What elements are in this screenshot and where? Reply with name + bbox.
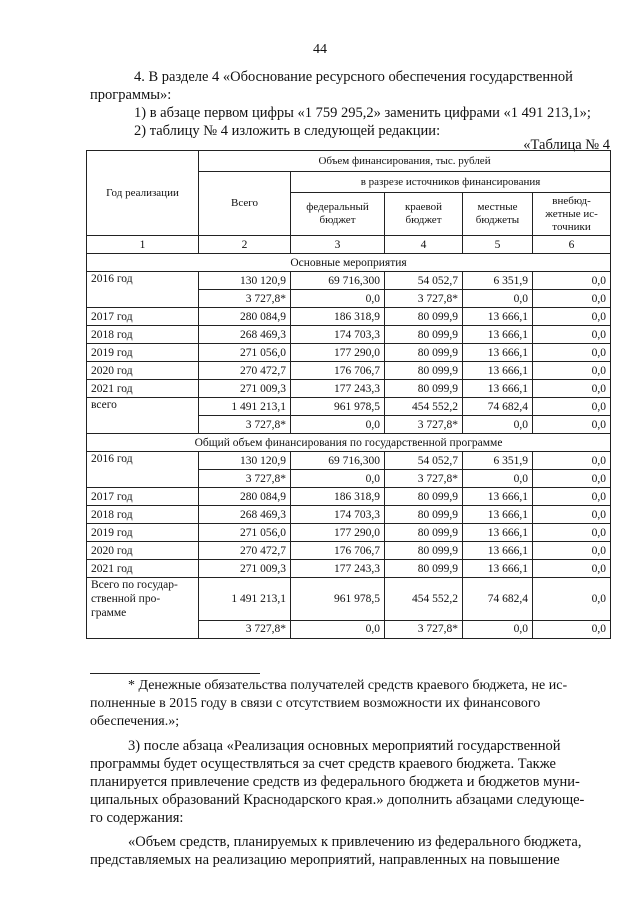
total-cell: 271 056,0: [199, 524, 291, 542]
intro-line-3: 1) в абзаце первом цифры «1 759 295,2» заменить цифрами «1 491 213,1»;: [134, 105, 591, 121]
para4-line-1: «Объем средств, планируемых к привлечению из федерального бюджета,: [128, 834, 582, 850]
total-cell: 130 120,9: [199, 452, 291, 470]
intro-line-4: 2) таблицу № 4 изложить в следующей редакции:: [134, 123, 441, 139]
year-cell: 2020 год: [87, 362, 199, 380]
footnote-divider: [90, 673, 260, 674]
year-cell: всего: [87, 398, 199, 416]
table-row: [87, 290, 611, 308]
table-row: [87, 272, 611, 290]
para3-line-1: 3) после абзаца «Реализация основных мероприятий государственной: [128, 738, 561, 754]
col-num-1: 1: [87, 236, 199, 254]
federal-cell: 69 716,300: [291, 452, 385, 470]
total-cell: 271 009,3: [199, 380, 291, 398]
federal-cell: 186 318,9: [291, 308, 385, 326]
header-federal: федеральный бюджет: [291, 193, 385, 236]
header-local: местные бюджеты: [463, 193, 533, 236]
para4-line-2: представляемых на реализацию мероприятий, направленных на повышение: [90, 852, 560, 868]
header-total: Всего: [199, 172, 291, 236]
table-row: [87, 398, 611, 416]
page-number: 44: [313, 42, 327, 57]
table-row: [87, 416, 611, 434]
extra-cell: 0,0: [533, 452, 611, 470]
regional-cell: 80 099,9: [385, 344, 463, 362]
local-cell: 0,0: [463, 290, 533, 308]
local-cell: 13 666,1: [463, 326, 533, 344]
regional-cell: 454 552,2: [385, 398, 463, 416]
extra-cell: 0,0: [533, 380, 611, 398]
year-cell: 2017 год: [87, 308, 199, 326]
year-cell: 2018 год: [87, 506, 199, 524]
year-cell: [87, 470, 199, 488]
local-cell: 13 666,1: [463, 380, 533, 398]
total-cell: 271 056,0: [199, 344, 291, 362]
federal-cell: 0,0: [291, 290, 385, 308]
extra-cell: 0,0: [533, 524, 611, 542]
header-regional: краевой бюджет: [385, 193, 463, 236]
total-cell: 1 491 213,1: [199, 398, 291, 416]
federal-cell: 961 978,5: [291, 578, 385, 621]
local-cell: 0,0: [463, 620, 533, 638]
year-cell: 2020 год: [87, 542, 199, 560]
local-cell: 6 351,9: [463, 452, 533, 470]
table-row: [87, 452, 611, 470]
table-row: [87, 380, 611, 398]
federal-cell: 0,0: [291, 620, 385, 638]
regional-cell: 80 099,9: [385, 488, 463, 506]
para3-line-3: планируется привлечение средств из федерального бюджета и бюджетов муни-: [90, 774, 580, 790]
regional-cell: 80 099,9: [385, 506, 463, 524]
table-row: [87, 620, 611, 638]
year-cell: 2018 год: [87, 326, 199, 344]
para3-line-4: ципальных образований Краснодарского края.» дополнить абзацами следующе-: [90, 792, 585, 808]
regional-cell: 80 099,9: [385, 308, 463, 326]
federal-cell: 176 706,7: [291, 542, 385, 560]
funding-table-body: [87, 151, 611, 639]
total-cell: 1 491 213,1: [199, 578, 291, 621]
year-cell: 2017 год: [87, 488, 199, 506]
federal-cell: 69 716,300: [291, 272, 385, 290]
table-row: [87, 326, 611, 344]
funding-table: [86, 150, 611, 639]
intro-line-2: программы»:: [90, 87, 172, 103]
local-cell: 0,0: [463, 416, 533, 434]
year-cell: Всего по государ-ственной про-грамме: [87, 578, 199, 621]
local-cell: 74 682,4: [463, 578, 533, 621]
regional-cell: 80 099,9: [385, 380, 463, 398]
local-cell: 13 666,1: [463, 506, 533, 524]
header-extra: внебюд-жетные ис-точники: [533, 193, 611, 236]
table-row: [87, 362, 611, 380]
year-cell: 2016 год: [87, 272, 199, 290]
local-cell: 13 666,1: [463, 524, 533, 542]
extra-cell: 0,0: [533, 416, 611, 434]
section-title-row: [87, 254, 611, 272]
table-caption: «Таблица № 4: [523, 137, 610, 153]
total-cell: 3 727,8*: [199, 470, 291, 488]
extra-cell: 0,0: [533, 578, 611, 621]
total-cell: 271 009,3: [199, 560, 291, 578]
federal-cell: 177 290,0: [291, 344, 385, 362]
federal-cell: 0,0: [291, 416, 385, 434]
federal-cell: 961 978,5: [291, 398, 385, 416]
year-cell: 2016 год: [87, 452, 199, 470]
total-cell: 268 469,3: [199, 506, 291, 524]
table-row: [87, 344, 611, 362]
table-row: [87, 506, 611, 524]
regional-cell: 54 052,7: [385, 452, 463, 470]
federal-cell: 177 243,3: [291, 560, 385, 578]
local-cell: 13 666,1: [463, 542, 533, 560]
col-num-6: 6: [533, 236, 611, 254]
extra-cell: 0,0: [533, 326, 611, 344]
extra-cell: 0,0: [533, 488, 611, 506]
local-cell: 13 666,1: [463, 560, 533, 578]
total-cell: 280 084,9: [199, 488, 291, 506]
total-cell: 130 120,9: [199, 272, 291, 290]
regional-cell: 3 727,8*: [385, 416, 463, 434]
regional-cell: 80 099,9: [385, 524, 463, 542]
para3-line-5: го содержания:: [90, 810, 184, 826]
footnote-line-3: обеспечения.»;: [90, 714, 180, 729]
header-row-1: [87, 151, 611, 172]
year-cell: [87, 620, 199, 638]
regional-cell: 80 099,9: [385, 560, 463, 578]
total-cell: 280 084,9: [199, 308, 291, 326]
extra-cell: 0,0: [533, 542, 611, 560]
local-cell: 13 666,1: [463, 488, 533, 506]
table-row: [87, 470, 611, 488]
year-cell: [87, 290, 199, 308]
section-title: Основные мероприятия: [87, 254, 611, 272]
federal-cell: 177 243,3: [291, 380, 385, 398]
table-row: [87, 560, 611, 578]
year-cell: 2021 год: [87, 560, 199, 578]
local-cell: 13 666,1: [463, 362, 533, 380]
local-cell: 0,0: [463, 470, 533, 488]
footnote-line-2: полненные в 2015 году в связи с отсутствием возможности их финансового: [90, 696, 541, 711]
extra-cell: 0,0: [533, 560, 611, 578]
regional-cell: 3 727,8*: [385, 470, 463, 488]
extra-cell: 0,0: [533, 272, 611, 290]
col-num-4: 4: [385, 236, 463, 254]
regional-cell: 454 552,2: [385, 578, 463, 621]
header-by-sources: в разрезе источников финансирования: [291, 172, 611, 193]
para3-line-2: программы будет осуществляться за счет средств краевого бюджета. Также: [90, 756, 556, 772]
year-cell: 2019 год: [87, 344, 199, 362]
regional-cell: 3 727,8*: [385, 290, 463, 308]
local-cell: 13 666,1: [463, 344, 533, 362]
federal-cell: 176 706,7: [291, 362, 385, 380]
header-year: Год реализации: [87, 151, 199, 236]
intro-line-1: 4. В разделе 4 «Обоснование ресурсного обеспечения государственной: [134, 69, 573, 85]
year-cell: 2021 год: [87, 380, 199, 398]
table-row: [87, 308, 611, 326]
regional-cell: 54 052,7: [385, 272, 463, 290]
regional-cell: 80 099,9: [385, 326, 463, 344]
federal-cell: 174 703,3: [291, 326, 385, 344]
total-cell: 3 727,8*: [199, 416, 291, 434]
section-title-row: [87, 434, 611, 452]
table-row: [87, 542, 611, 560]
year-cell: 2019 год: [87, 524, 199, 542]
extra-cell: 0,0: [533, 308, 611, 326]
col-num-5: 5: [463, 236, 533, 254]
local-cell: 6 351,9: [463, 272, 533, 290]
total-cell: 3 727,8*: [199, 290, 291, 308]
extra-cell: 0,0: [533, 362, 611, 380]
table-row: [87, 488, 611, 506]
col-num-2: 2: [199, 236, 291, 254]
col-num-3: 3: [291, 236, 385, 254]
federal-cell: 186 318,9: [291, 488, 385, 506]
total-cell: 270 472,7: [199, 542, 291, 560]
extra-cell: 0,0: [533, 344, 611, 362]
federal-cell: 0,0: [291, 470, 385, 488]
total-cell: 3 727,8*: [199, 620, 291, 638]
extra-cell: 0,0: [533, 620, 611, 638]
local-cell: 13 666,1: [463, 308, 533, 326]
regional-cell: 80 099,9: [385, 362, 463, 380]
regional-cell: 80 099,9: [385, 542, 463, 560]
section-title: Общий объем финансирования по государственной программе: [87, 434, 611, 452]
total-cell: 270 472,7: [199, 362, 291, 380]
regional-cell: 3 727,8*: [385, 620, 463, 638]
extra-cell: 0,0: [533, 470, 611, 488]
local-cell: 74 682,4: [463, 398, 533, 416]
federal-cell: 177 290,0: [291, 524, 385, 542]
table-row: [87, 524, 611, 542]
federal-cell: 174 703,3: [291, 506, 385, 524]
extra-cell: 0,0: [533, 398, 611, 416]
table-row: [87, 578, 611, 621]
header-funding: Объем финансирования, тыс. рублей: [199, 151, 611, 172]
year-cell: [87, 416, 199, 434]
extra-cell: 0,0: [533, 290, 611, 308]
footnote-line-1: * Денежные обязательства получателей средств краевого бюджета, не ис-: [128, 678, 568, 693]
extra-cell: 0,0: [533, 506, 611, 524]
total-cell: 268 469,3: [199, 326, 291, 344]
header-numbers-row: [87, 236, 611, 254]
